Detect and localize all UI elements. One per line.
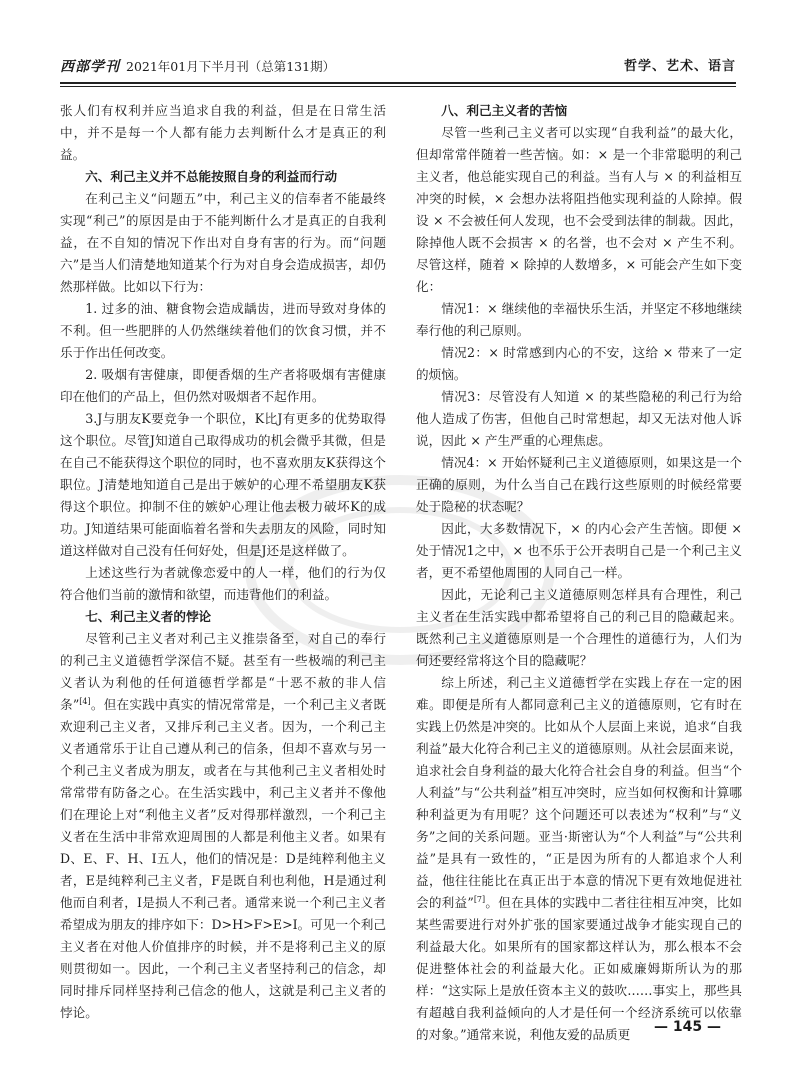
issue-text: 2021年01月下半月刊（总第131期） (126, 59, 336, 74)
paragraph (60, 298, 386, 364)
paragraph (60, 364, 386, 408)
paragraph (416, 122, 742, 298)
paragraph-text: 情况3：尽管没有人知道 × 的某些隐秘的利己行为给他人造成了伤害，但他自己时常想起，却又无法对他人诉说，因此 × 产生严重的心理焦虑。 (416, 389, 742, 448)
paragraph-text: 综上所述，利己主义道德哲学在实践上存在一定的困难。即便是所有人都同意利己主义的道德原则，它有时在实践上仍然是冲突的。比如从个人层面上来说，追求“自我利益”最大化符合利己主义的道德原则。从社会层面来说，追求社会自身利益的最大化符合社会自身的利益。但当“个人利益”与“公共利益”相互冲突时，应当如何权衡和计算哪种利益更为有用呢？这个问题还可以表述为“权利”与“义务”之间的关系问题。亚当·斯密认为“个人利益”与“公共利益”是具有一致性的，“正是因为所有的人都追求个人利益，他往往能比在真正出于本意的情况下更有效地促进社会的利益” (416, 675, 742, 910)
section-heading (60, 166, 386, 188)
paragraph (60, 562, 386, 606)
paragraph-text: 3.J与朋友K要竞争一个职位，K比J有更多的优势取得这个职位。尽管J知道自己取得成功的机会微乎其微，但是在自己不能获得这个职位的同时，也不喜欢朋友K获得这个职位。J清楚地知道自己是出于嫉妒的心理不希望朋友K获得这个职位。抑制不住的嫉妒心理让他去极力破坏K的成功。J知道结果可能面临着名誉和失去朋友的风险，同时知道这样做对自己没有任何好处，但是J还是这样做了。 (60, 411, 386, 558)
paragraph-text-continued: 。但在具体的实践中二者往往相互冲突，比如某些需要进行对外扩张的国家要通过战争才能实现自己的利益最大化。如果所有的国家都这样认为，那么根本不会促进整体社会的利益最大化。正如威廉姆斯所认为的那样：“这实际上是放任资本主义的鼓吹……事实上，那些具有超越自我利益倾向的人才是任何一个经济系统可以依靠的对象。”通常来说，利他友爱的品质更 (416, 895, 742, 1042)
header-issue-info (60, 56, 335, 78)
paragraph (60, 188, 386, 298)
section-category: 哲学、艺术、语言 (623, 59, 736, 74)
paragraph-text: 尽管利己主义者对利己主义推崇备至，对自己的奉行的利己主义道德哲学深信不疑。甚至有一些极端的利己主义者认为利他的任何道德哲学都是“十恶不赦的非人信条” (60, 631, 386, 712)
citation-marker: [7] (473, 894, 486, 904)
citation-marker: [4] (79, 696, 91, 706)
paragraph-text: 情况2：× 时常感到内心的不安，这给 × 带来了一定的烦恼。 (416, 345, 742, 382)
paragraph-text: 上述这些行为者就像恋爱中的人一样，他们的行为仅符合他们当前的激情和欲望，而违背他们的利益。 (60, 565, 386, 602)
paragraph-text-continued: 。但在实践中真实的情况常常是，一个利己主义者既欢迎利己主义者，又排斥利己主义者。因为，一个利己主义者通常乐于让自己遵从利己的信条，但却不喜欢与另一个利己主义者成为朋友，或者在与其他利己主义者相处时常常带有防备之心。在生活实践中，利己主义者并不像他们在理论上对“利他主义者”反对得那样激烈，一个利己主义者在生活中非常欢迎周围的人都是利他主义者。如果有D、E、F、H、I五人，他们的情况是：D是纯粹利他主义者，E是纯粹利己主义者，F是既自利也利他，H是通过利他而自利者，I是损人不利己者。通常来说一个利己主义者希望成为朋友的排序如下：D>H>F>E>I。可见一个利己主义者在对他人价值排序的时候，并不是将利己主义的原则贯彻如一。因此，一个利己主义者坚持利己的信念，却同时排斥同样坚持利己信念的他人，这就是利己主义者的悖论。 (60, 697, 386, 1020)
journal-logo-text: 西部学刊 (60, 59, 120, 75)
right-column (416, 100, 742, 1046)
paragraph (416, 452, 742, 518)
section-heading (416, 100, 742, 122)
paragraph-text: 2. 吸烟有害健康，即便香烟的生产者将吸烟有害健康印在他们的产品上，但仍然对吸烟者不起作用。 (60, 367, 386, 404)
paragraph (416, 672, 742, 1046)
header-rule-thick (60, 82, 736, 84)
header-rule-thin (60, 86, 736, 87)
paragraph (60, 408, 386, 562)
paragraph (416, 386, 742, 452)
paragraph-text: 情况1：× 继续他的幸福快乐生活，并坚定不移地继续奉行他的利己原则。 (416, 301, 742, 338)
paragraph-text: 六、利己主义并不总能按照自身的利益而行动 (85, 169, 338, 184)
paragraph (416, 298, 742, 342)
paragraph-text: 八、利己主义者的苦恼 (441, 103, 568, 118)
paragraph (60, 100, 386, 166)
section-heading (60, 606, 386, 628)
paragraph (416, 342, 742, 386)
running-header (60, 56, 736, 82)
paragraph (60, 628, 386, 1024)
paragraph-text: 因此，无论利己主义道德原则怎样具有合理性，利己主义者在生活实践中都希望将自己的利己目的隐藏起来。既然利己主义道德原则是一个合理性的道德行为，人们为何还要经常将这个目的隐藏呢？ (416, 587, 742, 668)
paragraph-text: 张人们有权利并应当追求自我的利益，但是在日常生活中，并不是每一个人都有能力去判断什么才是真正的利益。 (60, 103, 386, 162)
left-column (60, 100, 386, 1024)
paragraph-text: 因此，大多数情况下，× 的内心会产生苦恼。即便 × 处于情况1之中，× 也不乐于公开表明自己是一个利己主义者，更不希望他周围的人同自己一样。 (416, 521, 742, 580)
paragraph (416, 518, 742, 584)
paragraph-text: 七、利己主义者的悖论 (85, 609, 212, 624)
paragraph-text: 在利己主义“问题五”中，利己主义的信奉者不能最终实现“利己”的原因是由于不能判断什么才是真正的自我利益，在不自知的情况下作出对自身有害的行为。而“问题六”是当人们清楚地知道某个行为对自身会造成损害，却仍然那样做。比如以下行为： (60, 191, 386, 294)
paragraph (416, 584, 742, 672)
paragraph-text: 1. 过多的油、糖食物会造成龋齿，进而导致对身体的不利。但一些肥胖的人仍然继续着他们的饮食习惯，并不乐于作出任何改变。 (60, 301, 386, 360)
paragraph-text: 尽管一些利己主义者可以实现“自我利益”的最大化，但却常常伴随着一些苦恼。如：× 是一个非常聪明的利己主义者，他总能实现自己的利益。当有人与 × 的利益相互冲突的时候，× 会想办法将阻挡他实现利益的人除掉。假设 × 不会被任何人发现，也不会受到法律的制裁。因此，除掉他人既不会损害 × 的名誉，也不会对 × 产生不利。尽管这样，随着 × 除掉的人数增多，× 可能会产生如下变化： (416, 125, 742, 294)
page-number: — 145 — (654, 1019, 721, 1035)
paragraph-text: 情况4：× 开始怀疑利己主义道德原则，如果这是一个正确的原则，为什么当自己在践行这些原则的时候经常要处于隐秘的状态呢？ (416, 455, 742, 514)
